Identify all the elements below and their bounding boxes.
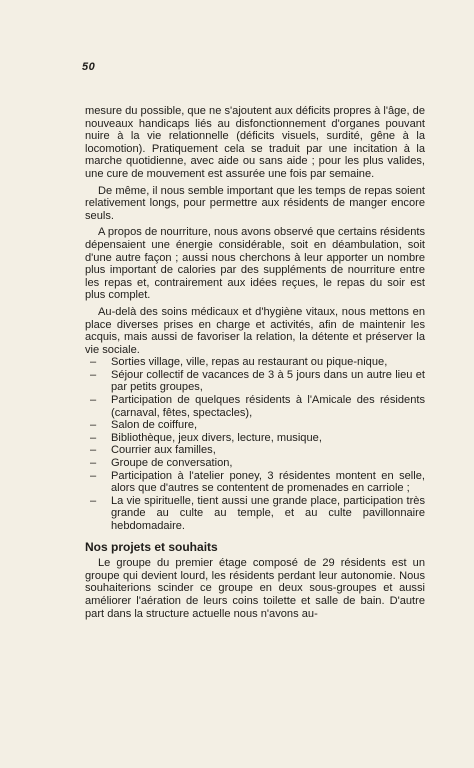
list-item: – Sorties village, ville, repas au restaurant ou pique-nique, xyxy=(85,356,425,369)
list-item: – Participation à l'atelier poney, 3 résidentes montent en selle, alors que d'autres se contentent de promenades en carriole ; xyxy=(85,470,425,495)
activity-list xyxy=(85,356,425,532)
list-item: – Courrier aux familles, xyxy=(85,444,425,457)
paragraph: Le groupe du premier étage composé de 29 résidents est un groupe qui devient lourd, les résidents perdant leur autonomie. Nous souhaiterions scinder ce groupe en deux sous-groupes et aussi améliorer l'aération de leurs coins toilette et salle de bain. D'autre part dans la structure actuelle nous n'avons au- xyxy=(85,557,425,620)
list-item: – Groupe de conversation, xyxy=(85,457,425,470)
paragraph: mesure du possible, que ne s'ajoutent aux déficits propres à l'âge, de nouveaux handicaps liés au disfonctionnement d'organes pouvant nuire à la vie relationnelle (déficits visuels, surdité, gêne à la locomotion). Pratiquement cela se traduit par une incitation à la marche quotidienne, avec aide ou sans aide ; pour les plus valides, une cure de mouvement est assurée une fois par semaine. xyxy=(85,105,425,180)
list-item: – La vie spirituelle, tient aussi une grande place, participation très grande au culte au temple, et au culte pavillonnaire hebdomadaire. xyxy=(85,495,425,533)
paragraph: A propos de nourriture, nous avons observé que certains résidents dépensaient une énergie considérable, soit en déambulation, soit d'une autre façon ; aussi nous cherchons à leur apporter un nombre plus important de calories par des suppléments de nourriture entre les repas et, contrairement aux idées reçues, le repas du soir est plus complet. xyxy=(85,226,425,302)
section-heading: Nos projets et souhaits xyxy=(85,539,218,554)
paragraph: De même, il nous semble important que les temps de repas soient relativement longs, pour permettre aux résidents de manger encore seuls. xyxy=(85,184,425,222)
list-item: – Bibliothèque, jeux divers, lecture, musique, xyxy=(85,432,425,445)
list-item: – Séjour collectif de vacances de 3 à 5 jours dans un autre lieu et par petits groupes, xyxy=(85,369,425,394)
page-body xyxy=(85,105,425,620)
list-item: – Participation de quelques résidents à l'Amicale des résidents (carnaval, fêtes, spectacles), xyxy=(85,394,425,419)
page-number: 50 xyxy=(82,61,96,73)
list-item: – Salon de coiffure, xyxy=(85,419,425,432)
paragraph: Au-delà des soins médicaux et d'hygiène vitaux, nous mettons en place diverses prises en charge et activités, afin de maintenir les acquis, mais aussi de favoriser la relation, la détente et préserver la vie sociale. xyxy=(85,305,425,356)
